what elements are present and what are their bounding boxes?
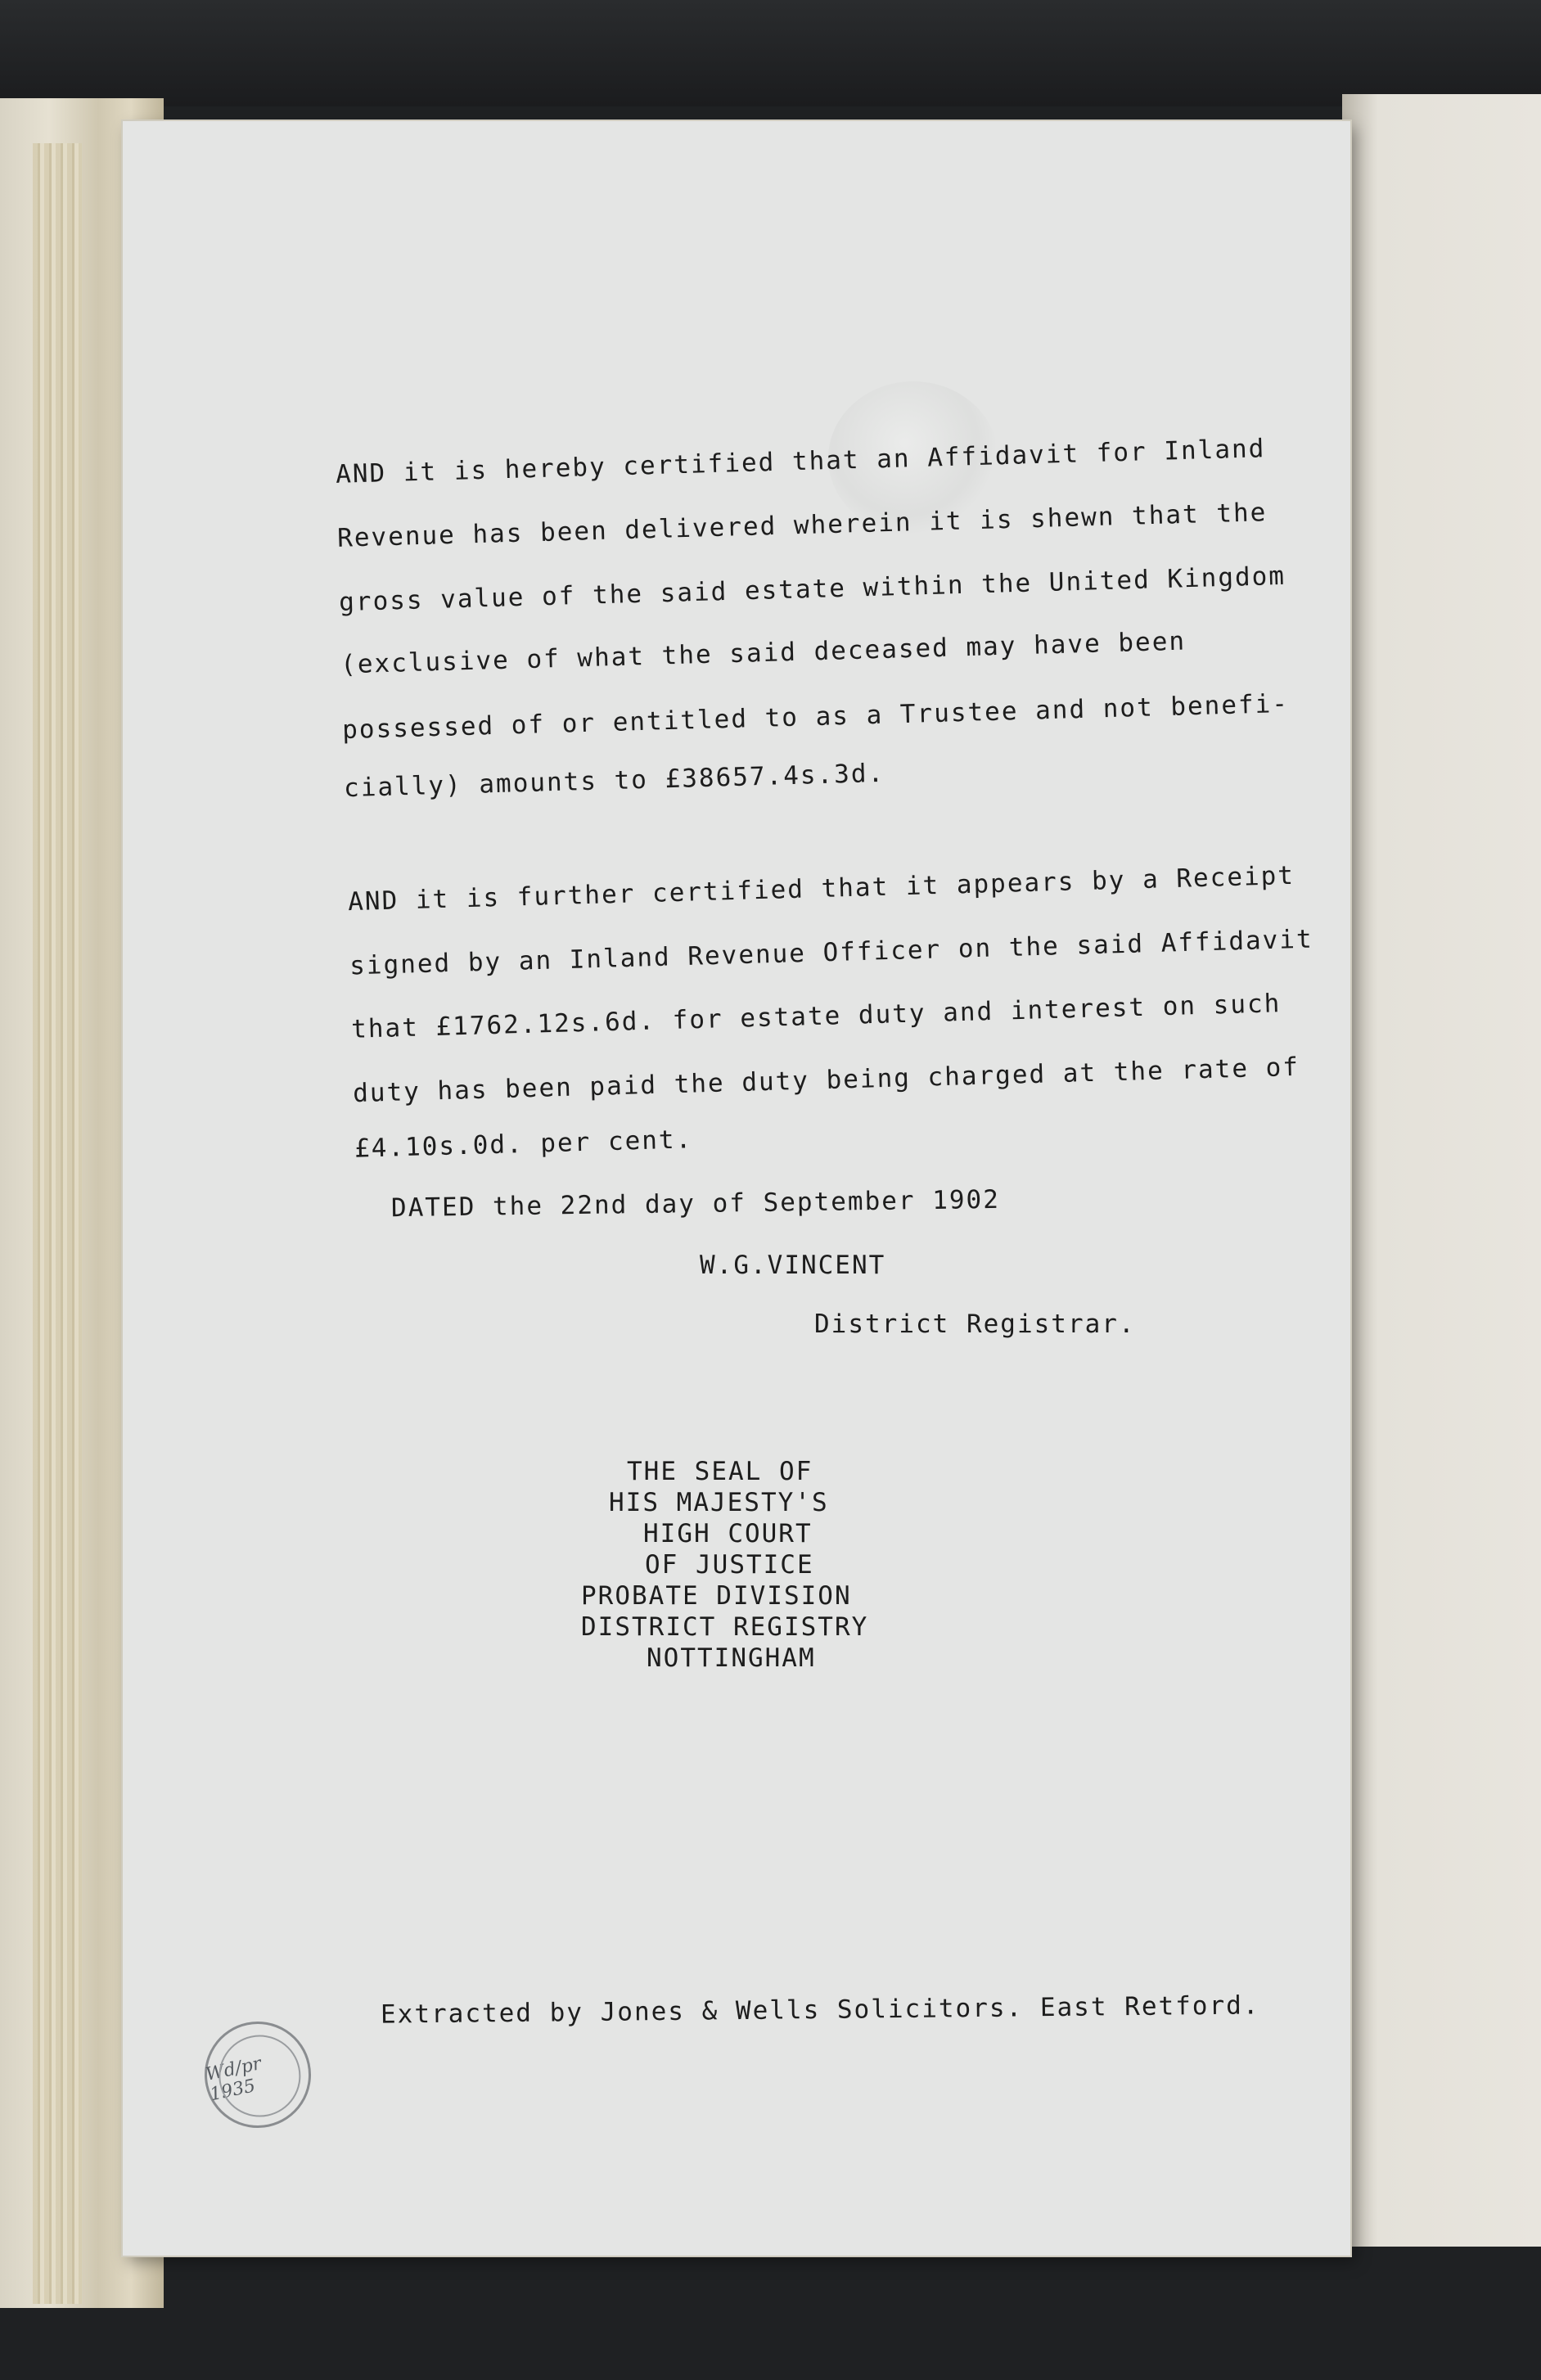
cert-p2-line5: £4.10s.0d. per cent. (354, 1125, 693, 1164)
stamp-handwritten: Wd/pr 1935 (204, 2053, 264, 2106)
signatory-title: District Registrar. (814, 1309, 1136, 1339)
seal-line7: NOTTINGHAM (647, 1643, 816, 1673)
cert-p1-line4: (exclusive of what the said deceased may have been (340, 626, 1187, 680)
extracted-by: Extracted by Jones & Wells Solicitors. East Retford. (380, 1990, 1260, 2030)
signatory-name: W.G.VINCENT (700, 1251, 886, 1280)
book-binding (0, 0, 1541, 106)
dated-line: DATED the 22nd day of September 1902 (390, 1184, 1001, 1224)
cert-p2-line3: that £1762.12s.6d. for estate duty and interest on such (350, 989, 1282, 1044)
seal-line4: OF JUSTICE (645, 1550, 814, 1580)
seal-line5: PROBATE DIVISION (581, 1581, 852, 1611)
stamp-ring (211, 2027, 309, 2125)
page-stack-edge (33, 143, 82, 2304)
cert-p2-line2: signed by an Inland Revenue Officer on the said Affidavit (349, 924, 1314, 981)
cert-p1-line6: cially) amounts to £38657.4s.3d. (343, 758, 885, 804)
seal-line3: HIGH COURT (643, 1519, 813, 1548)
seal-line6: DISTRICT REGISTRY (581, 1612, 869, 1642)
cert-p1-line2: Revenue has been delivered wherein it is shewn that the (336, 498, 1268, 553)
cert-p2-line4: duty has been paid the duty being charged at the rate of (352, 1052, 1300, 1109)
facing-page (1342, 94, 1541, 2247)
cert-p2-line1: AND it is further certified that it appears by a Receipt (347, 860, 1295, 917)
cert-p1-line1: AND it is hereby certified that an Affidavit for Inland (335, 434, 1266, 489)
cert-p1-line3: gross value of the said estate within the United Kingdom (338, 561, 1286, 618)
seal-line1: THE SEAL OF (627, 1457, 813, 1486)
cert-p1-line5: possessed of or entitled to as a Trustee and not benefi- (341, 688, 1290, 746)
seal-line2: HIS MAJESTY'S (609, 1488, 829, 1517)
document-page (123, 121, 1350, 2256)
